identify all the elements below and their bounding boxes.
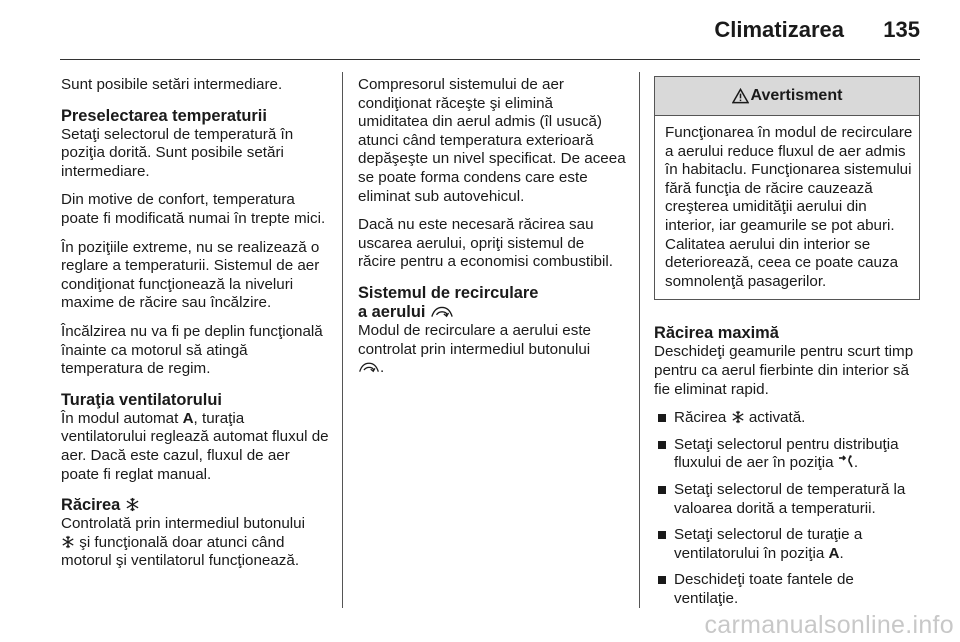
- warning-header: [655, 77, 919, 116]
- section-title-cooling: [61, 496, 329, 515]
- column-2: [358, 76, 626, 388]
- column-3: [654, 76, 922, 616]
- air-distribution-upper-body-icon: [838, 455, 854, 469]
- paragraph: Compresorul sistemului de aer condiţionat răceşte şi elimină umiditatea din aerul admis (îl usucă) atunci când temperatura exterioară depăşeşte un nivel specificat. De aceea se poate forma condens care este eliminat sub autovehicul.: [358, 76, 626, 205]
- paragraph: Dacă nu este necesară răcirea sau uscarea aerului, opriţi sistemul de răcire pentru a economisi combustibil.: [358, 216, 613, 271]
- intro-text: Sunt posibile setări intermediare.: [61, 76, 283, 93]
- list-item: [654, 409, 922, 428]
- column-1: [61, 76, 329, 581]
- recirculation-icon: [430, 305, 454, 319]
- section-title-recirculation: [358, 284, 626, 322]
- paragraph: [61, 410, 329, 484]
- text-run: Controlată prin intermediul butonului: [61, 515, 305, 533]
- paragraph: În poziţiile extreme, nu se realizează o reglare a temperaturii. Sistemul de aer condiţionat funcţionează la niveluri maxime de răcire sau încălzire.: [61, 238, 320, 312]
- watermark: carmanualsonline.info: [704, 611, 954, 639]
- steps-list: [654, 409, 922, 608]
- section-title-fan-speed: Turaţia ventilatorului: [61, 390, 222, 409]
- text-run: activată.: [748, 409, 806, 427]
- section-title-preselect: Preselectarea temperaturii: [61, 106, 267, 125]
- text-run: Setaţi selectorul de turaţie a ventilatorului în poziţia: [674, 526, 863, 562]
- paragraph: Încălzirea nu va fi pe deplin funcţională înainte ca motorul să atingă temperatura de regim.: [61, 322, 323, 378]
- bullet-marker: [658, 414, 666, 422]
- text-run: Deschideţi toate fantele de ventilaţie.: [674, 571, 854, 607]
- paragraph: [61, 515, 329, 571]
- text-run: .: [380, 359, 385, 377]
- header-rule: [60, 59, 920, 60]
- bullet-marker: [658, 531, 666, 539]
- heading-text: a aerului: [358, 302, 426, 321]
- bullet-marker: [658, 576, 666, 584]
- heading-text: Sistemul de recirculare: [358, 283, 539, 302]
- heading-text: Răcirea: [61, 496, 121, 515]
- text-run: .: [839, 544, 844, 562]
- page-number: 135: [883, 17, 920, 42]
- text-run: , turaţia ventilatorului reglează automat fluxul de aer. Dacă este cazul, fluxul de aer poate fi reglat manual.: [61, 409, 329, 483]
- recirculation-icon: [358, 361, 380, 374]
- bullet-marker: [658, 486, 666, 494]
- text-run: Setaţi selectorul pentru distribuţia fluxului de aer în poziţia: [674, 435, 899, 472]
- warning-box: [654, 76, 920, 300]
- paragraph: Setaţi selectorul de temperatură în poziţia dorită. Sunt posibile setări intermediare.: [61, 125, 294, 180]
- page-header: [0, 0, 960, 60]
- auto-mode-letter: A: [182, 409, 194, 427]
- column-divider: [639, 72, 640, 608]
- section-title-max-cooling: Răcirea maximă: [654, 324, 779, 343]
- warning-text: Funcţionarea în modul de recirculare a aerului reduce fluxul de aer admis în habitaclu. Funcţionarea sistemului fără funcţia de răcire cauzează creşterea umidităţii aerului din interior, iar geamurile se pot aburi. Calitatea aerului din interior se deteriorează, ceea ce poate cauza somnolenţă pasagerilor.: [665, 124, 913, 290]
- text-run: Răcirea: [674, 409, 727, 427]
- list-item: [654, 436, 922, 473]
- warning-title: Avertisment: [750, 86, 843, 104]
- paragraph: Din motive de confort, temperatura poate fi modificată numai în trepte mici.: [61, 191, 326, 227]
- snowflake-icon: [125, 497, 140, 512]
- auto-mode-letter: A: [828, 544, 840, 562]
- snowflake-icon: [61, 535, 75, 549]
- text-run: Modul de recirculare a aerului este controlat prin intermediul butonului: [358, 321, 591, 358]
- list-item: [654, 526, 922, 563]
- snowflake-icon: [731, 410, 745, 424]
- list-item: [654, 481, 922, 518]
- warning-triangle-icon: [732, 88, 749, 104]
- page-title: Climatizarea: [714, 17, 844, 42]
- text-run: În modul automat: [61, 409, 183, 427]
- column-divider: [342, 72, 343, 608]
- list-item: [654, 571, 922, 608]
- bullet-marker: [658, 441, 666, 449]
- text-run: şi funcţională doar atunci când motorul şi ventilatorul funcţionează.: [61, 533, 300, 570]
- text-run: Setaţi selectorul de temperatură la valoarea dorită a temperaturii.: [674, 480, 906, 517]
- paragraph: [358, 322, 626, 378]
- text-run: .: [853, 454, 859, 472]
- paragraph: Deschideţi geamurile pentru scurt timp pentru ca aerul fierbinte din interior să fie eliminat rapid.: [654, 343, 914, 398]
